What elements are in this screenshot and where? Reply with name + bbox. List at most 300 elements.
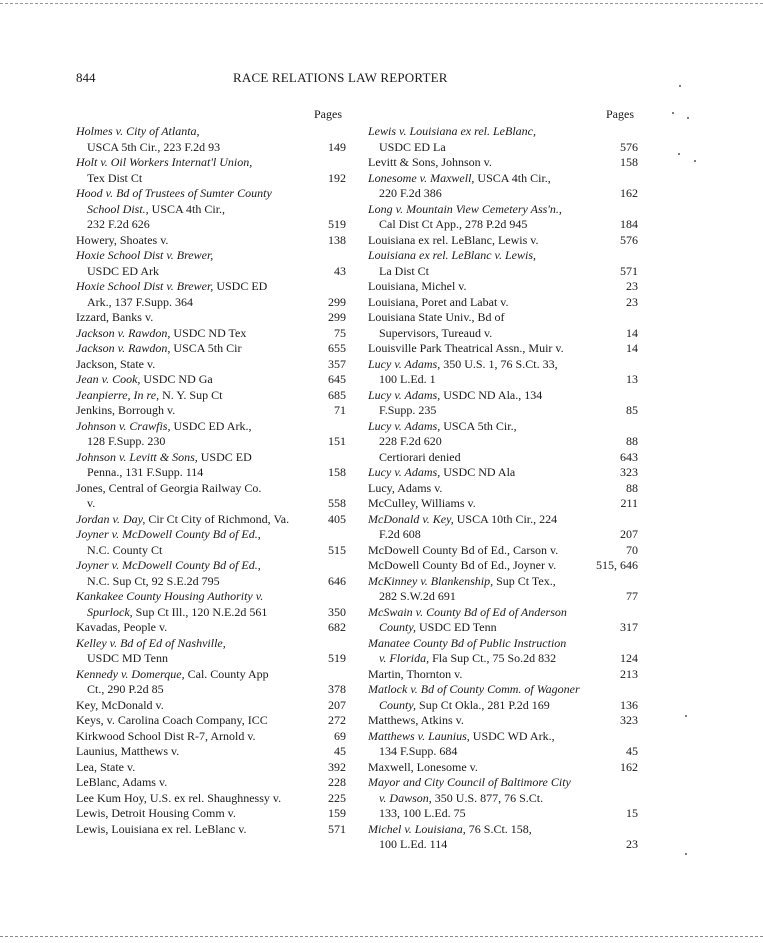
index-entry	[368, 543, 638, 559]
entry-line	[76, 326, 346, 342]
citation-text: Key, McDonald v.	[76, 697, 164, 712]
case-name: Kankakee County Housing Authority v.	[76, 589, 264, 603]
citation-text: Louisiana, Poret and Labat v.	[368, 294, 509, 309]
entry-continuation-line	[368, 450, 638, 466]
entry-continuation-line	[76, 295, 346, 311]
index-entry	[76, 667, 346, 698]
top-edge-rule	[0, 3, 763, 4]
page-reference: 323	[620, 465, 638, 479]
entry-line	[368, 124, 638, 140]
index-entry	[368, 341, 638, 357]
index-entry	[76, 589, 346, 620]
entry-line	[368, 155, 638, 171]
speck-mark	[672, 112, 674, 114]
entry-line	[76, 186, 346, 202]
case-name: Joyner v. McDowell County Bd of Ed.,	[76, 558, 261, 572]
citation-text: 232 F.2d 626	[87, 217, 150, 231]
citation-text: Fla Sup Ct., 75 So.2d 832	[429, 651, 557, 665]
citation-text: Cir Ct City of Richmond, Va.	[145, 511, 290, 526]
index-entry	[368, 682, 638, 713]
citation-text: USCA 5th Cir., 223 F.2d 93	[87, 139, 221, 154]
entry-continuation-line	[368, 620, 638, 636]
index-entry	[76, 636, 346, 667]
entry-line	[76, 248, 346, 264]
page-reference: 162	[620, 759, 638, 774]
entry-line	[76, 124, 346, 140]
page-reference: 211	[620, 496, 638, 510]
page-reference: 576	[620, 232, 638, 247]
case-name: Long v. Mountain View Cemetery Ass'n.,	[368, 201, 562, 216]
index-entry	[76, 326, 346, 342]
case-name: Johnson v. Levitt & Sons,	[76, 449, 198, 464]
page-reference: 124	[620, 651, 638, 665]
citation-text: 76 S.Ct. 158,	[465, 821, 532, 836]
speck-mark	[685, 853, 687, 855]
citation-text: Tex Dist Ct	[87, 170, 143, 185]
citation-text: Supervisors, Tureaud v.	[379, 325, 493, 340]
citation-text: 228 F.2d 620	[379, 434, 442, 448]
entry-line	[368, 248, 638, 264]
index-entry	[368, 605, 638, 636]
entry-line	[368, 295, 638, 311]
citation-text: 133, 100 L.Ed. 75	[379, 806, 466, 820]
index-entry	[76, 822, 346, 838]
index-entry	[76, 186, 346, 233]
citation-text: 128 F.Supp. 230	[87, 434, 166, 448]
index-entry	[76, 310, 346, 326]
citation-text: Ark., 137 F.Supp. 364	[87, 294, 194, 309]
case-name: McSwain v. County Bd of Ed of Anderson	[368, 604, 567, 619]
case-name: Lonesome v. Maxwell,	[368, 170, 475, 185]
page-reference: 571	[328, 821, 346, 836]
page-reference: 158	[620, 155, 638, 169]
page-reference: 323	[620, 713, 638, 727]
entry-line	[76, 589, 346, 605]
page-reference: 646	[328, 573, 346, 588]
case-name: Matthews v. Launius,	[368, 728, 470, 743]
index-entry	[368, 248, 638, 279]
page-reference: 162	[620, 186, 638, 200]
index-entry	[76, 558, 346, 589]
index-column-left	[76, 124, 346, 837]
page-reference: 228	[328, 775, 346, 789]
citation-text: Lewis, Louisiana ex rel. LeBlanc v.	[76, 821, 247, 836]
index-entry	[368, 760, 638, 776]
citation-text: USDC WD Ark.,	[469, 728, 555, 743]
entry-line	[76, 760, 346, 776]
case-name: Hoxie School Dist v. Brewer,	[76, 248, 214, 262]
citation-text: 100 L.Ed. 114	[379, 837, 448, 851]
case-name: Kennedy v. Domerque,	[76, 666, 185, 681]
entry-line	[76, 806, 346, 822]
citation-text: Ct., 290 P.2d 85	[87, 682, 164, 696]
citation-text: Martin, Thornton v.	[368, 666, 463, 681]
entry-line	[368, 636, 638, 652]
entry-line	[368, 760, 638, 776]
case-name: School Dist.,	[87, 201, 149, 216]
entry-line	[368, 512, 638, 528]
page-reference: 77	[626, 589, 638, 603]
page-reference: 515, 646	[596, 558, 638, 572]
citation-text: USDC ED	[213, 279, 268, 293]
index-entry	[368, 233, 638, 249]
entry-line	[76, 713, 346, 729]
entry-line	[76, 667, 346, 683]
index-entry	[76, 481, 346, 512]
entry-continuation-line	[368, 434, 638, 450]
page-reference: 643	[620, 449, 638, 464]
page-reference: 207	[328, 697, 346, 712]
page-number: 844	[76, 70, 96, 85]
page-reference: 519	[328, 651, 346, 665]
citation-text: Louisiana State Univ., Bd of	[368, 310, 505, 324]
case-name: Michel v. Louisiana,	[368, 821, 466, 836]
entry-continuation-line	[76, 605, 346, 621]
case-name: Jackson v. Rawdon,	[76, 341, 171, 355]
index-entry	[368, 496, 638, 512]
index-entry	[76, 124, 346, 155]
speck-mark	[678, 153, 680, 155]
case-name: Hoxie School Dist v. Brewer,	[76, 279, 214, 293]
case-name: Lucy v. Adams,	[368, 418, 441, 433]
citation-text: 220 F.2d 386	[379, 186, 442, 200]
citation-text: Jones, Central of Georgia Railway Co.	[76, 480, 262, 495]
citation-text: Kirkwood School Dist R-7, Arnold v.	[76, 728, 256, 743]
entry-continuation-line	[368, 791, 638, 807]
case-name: Jackson v. Rawdon,	[76, 325, 171, 340]
index-entry	[368, 310, 638, 341]
page-reference: 45	[626, 744, 638, 758]
entry-line	[76, 822, 346, 838]
index-entry	[368, 202, 638, 233]
pages-heading-right: Pages	[606, 107, 634, 121]
entry-line	[368, 419, 638, 435]
citation-text: Keys, v. Carolina Coach Company, ICC	[76, 713, 268, 727]
index-entry	[368, 357, 638, 388]
entry-line	[76, 341, 346, 357]
entry-line	[76, 775, 346, 791]
page-reference: 45	[334, 744, 346, 758]
page-reference: 23	[626, 279, 638, 293]
page-reference: 85	[626, 403, 638, 417]
index-entry	[368, 481, 638, 497]
speck-mark	[679, 85, 681, 87]
page-reference: 43	[334, 263, 346, 278]
entry-line	[368, 667, 638, 683]
case-name: Lucy v. Adams,	[368, 356, 441, 371]
page-reference: 558	[328, 496, 346, 510]
entry-continuation-line	[76, 682, 346, 698]
citation-text: USDC ED	[197, 449, 252, 464]
citation-text: Certiorari denied	[379, 449, 461, 464]
citation-text: Cal Dist Ct App., 278 P.2d 945	[379, 217, 528, 231]
entry-line	[368, 496, 638, 512]
citation-text: USDC ED La	[379, 139, 446, 154]
citation-text: USCA 4th Cir.,	[148, 201, 226, 216]
index-entry	[76, 791, 346, 807]
entry-continuation-line	[368, 140, 638, 156]
entry-line	[76, 620, 346, 636]
entry-line	[76, 403, 346, 419]
case-name: Joyner v. McDowell County Bd of Ed.,	[76, 527, 261, 541]
entry-line	[76, 558, 346, 574]
entry-continuation-line	[368, 837, 638, 853]
citation-text: USDC ED Ark	[87, 263, 160, 278]
page-reference: 158	[328, 465, 346, 479]
entry-line	[368, 310, 638, 326]
index-entry	[76, 744, 346, 760]
case-name: Johnson v. Crawfis,	[76, 418, 171, 433]
speck-mark	[685, 715, 687, 717]
entry-line	[76, 155, 346, 171]
citation-text: Sup Ct Okla., 281 P.2d 169	[416, 697, 550, 712]
index-entry	[76, 806, 346, 822]
page-reference: 138	[328, 232, 346, 247]
entry-line	[76, 729, 346, 745]
case-name: Holt v. Oil Workers Internat'l Union,	[76, 155, 253, 169]
entry-line	[368, 279, 638, 295]
index-entry	[76, 357, 346, 373]
case-name: Hood v. Bd of Trustees of Sumter County	[76, 186, 272, 200]
page-reference: 15	[626, 806, 638, 820]
bottom-edge-rule	[0, 936, 763, 937]
index-entry	[368, 465, 638, 481]
citation-text: N.C. County Ct	[87, 542, 163, 557]
entry-line	[76, 791, 346, 807]
case-name: McKinney v. Blankenship,	[368, 573, 494, 588]
entry-continuation-line	[368, 744, 638, 760]
citation-text: F.2d 608	[379, 527, 421, 541]
page-reference: 515	[328, 542, 346, 557]
index-entry	[368, 574, 638, 605]
index-entry	[76, 388, 346, 404]
entry-line	[368, 713, 638, 729]
citation-text: v.	[87, 496, 96, 510]
index-entry	[76, 775, 346, 791]
entry-continuation-line	[76, 496, 346, 512]
entry-line	[368, 233, 638, 249]
entry-line	[368, 574, 638, 590]
citation-text: Matthews, Atkins v.	[368, 713, 464, 727]
case-name: Manatee County Bd of Public Instruction	[368, 635, 567, 650]
page-reference: 69	[334, 728, 346, 743]
entry-line	[368, 171, 638, 187]
index-entry	[368, 279, 638, 295]
index-entry	[76, 450, 346, 481]
citation-text: N. Y. Sup Ct	[159, 387, 223, 402]
page-reference: 23	[626, 294, 638, 309]
citation-text: N.C. Sup Ct, 92 S.E.2d 795	[87, 573, 220, 588]
entry-continuation-line	[76, 264, 346, 280]
entry-continuation-line	[76, 543, 346, 559]
entry-line	[368, 465, 638, 481]
citation-text: McDowell County Bd of Ed., Carson v.	[368, 542, 559, 557]
citation-text: Kavadas, People v.	[76, 620, 168, 634]
index-entry	[76, 403, 346, 419]
case-name: Mayor and City Council of Baltimore City	[368, 775, 571, 789]
index-entry	[368, 822, 638, 853]
page-reference: 13	[626, 372, 638, 386]
index-entry	[76, 713, 346, 729]
citation-text: Maxwell, Lonesome v.	[368, 759, 478, 774]
entry-continuation-line	[76, 171, 346, 187]
page-reference: 88	[626, 480, 638, 495]
entry-line	[76, 450, 346, 466]
page-reference: 149	[328, 139, 346, 154]
index-entry	[368, 124, 638, 155]
entry-line	[76, 310, 346, 326]
entry-continuation-line	[368, 589, 638, 605]
case-name: County,	[379, 697, 417, 712]
case-name: Lucy v. Adams,	[368, 387, 441, 402]
citation-text: 282 S.W.2d 691	[379, 589, 456, 603]
index-entry	[368, 295, 638, 311]
case-name: Louisiana ex rel. LeBlanc v. Lewis,	[368, 248, 536, 262]
entry-continuation-line	[76, 217, 346, 233]
citation-text: USCA 10th Cir., 224	[453, 511, 558, 526]
case-name: Spurlock,	[87, 604, 133, 619]
citation-text: USDC ED Ark.,	[170, 418, 252, 433]
index-entry	[368, 729, 638, 760]
citation-text: LeBlanc, Adams v.	[76, 775, 168, 789]
index-entry	[368, 171, 638, 202]
index-entry	[76, 698, 346, 714]
entry-line	[368, 481, 638, 497]
entry-line	[368, 357, 638, 373]
index-entry	[76, 372, 346, 388]
entry-continuation-line	[368, 326, 638, 342]
page-reference: 405	[328, 511, 346, 526]
entry-line	[368, 558, 638, 574]
entry-line	[76, 512, 346, 528]
index-entry	[76, 248, 346, 279]
case-name: Jordan v. Day,	[76, 511, 146, 526]
entry-continuation-line	[368, 806, 638, 822]
citation-text: USCA 4th Cir.,	[474, 170, 551, 185]
entry-line	[76, 527, 346, 543]
entry-line	[368, 729, 638, 745]
case-name: Matlock v. Bd of County Comm. of Wagoner	[368, 682, 580, 696]
page-reference: 159	[328, 806, 346, 820]
page-reference: 14	[626, 341, 638, 355]
page-reference: 207	[620, 527, 638, 541]
index-entry	[368, 775, 638, 822]
page-reference: 299	[328, 310, 346, 324]
entry-line	[76, 481, 346, 497]
entry-continuation-line	[76, 574, 346, 590]
citation-text: Lucy, Adams v.	[368, 480, 443, 495]
citation-text: Levitt & Sons, Johnson v.	[368, 155, 492, 169]
index-entry	[368, 636, 638, 667]
page-reference: 392	[328, 759, 346, 774]
case-name: v. Florida,	[379, 651, 430, 665]
citation-text: Jenkins, Borrough v.	[76, 403, 176, 417]
entry-continuation-line	[76, 202, 346, 218]
entry-continuation-line	[368, 403, 638, 419]
page-reference: 151	[328, 434, 346, 448]
index-entry	[76, 279, 346, 310]
page-reference: 225	[328, 790, 346, 805]
entry-continuation-line	[368, 186, 638, 202]
page-reference: 576	[620, 139, 638, 154]
index-entry	[76, 760, 346, 776]
page-reference: 136	[620, 697, 638, 712]
entry-continuation-line	[368, 264, 638, 280]
entry-continuation-line	[76, 465, 346, 481]
index-entry	[368, 558, 638, 574]
citation-text: USDC ND Ala., 134	[440, 387, 543, 402]
citation-text: F.Supp. 235	[379, 403, 437, 417]
citation-text: Lewis, Detroit Housing Comm v.	[76, 806, 236, 820]
index-entry	[76, 729, 346, 745]
pages-heading-left: Pages	[314, 107, 342, 121]
entry-line	[368, 202, 638, 218]
page-reference: 317	[620, 620, 638, 634]
citation-text: 100 L.Ed. 1	[379, 372, 436, 386]
entry-continuation-line	[368, 527, 638, 543]
index-entry	[368, 667, 638, 683]
entry-continuation-line	[368, 651, 638, 667]
index-entry	[368, 419, 638, 466]
entry-line	[76, 279, 346, 295]
entry-continuation-line	[76, 651, 346, 667]
page-reference: 88	[626, 434, 638, 448]
entry-line	[76, 698, 346, 714]
citation-text: Lea, State v.	[76, 759, 136, 774]
entry-line	[76, 419, 346, 435]
entry-line	[368, 682, 638, 698]
citation-text: USCA 5th Cir	[170, 341, 242, 355]
entry-line	[368, 775, 638, 791]
case-name: County,	[379, 620, 417, 634]
index-entry	[76, 620, 346, 636]
citation-text: Launius, Matthews v.	[76, 744, 180, 758]
citation-text: La Dist Ct	[379, 263, 429, 278]
page-reference: 213	[620, 666, 638, 681]
entry-continuation-line	[368, 698, 638, 714]
citation-text: Jackson, State v.	[76, 356, 156, 371]
index-entry	[368, 512, 638, 543]
entry-line	[76, 636, 346, 652]
entry-continuation-line	[368, 372, 638, 388]
index-entry	[76, 155, 346, 186]
citation-text: USDC MD Tenn	[87, 651, 168, 665]
index-entry	[76, 341, 346, 357]
citation-text: Izzard, Banks v.	[76, 310, 154, 324]
page-reference: 519	[328, 217, 346, 231]
page-reference: 272	[328, 713, 346, 727]
page-reference: 14	[626, 325, 638, 340]
entry-continuation-line	[368, 217, 638, 233]
index-entry	[368, 388, 638, 419]
citation-text: 350 U.S. 1, 76 S.Ct. 33,	[440, 356, 558, 371]
citation-text: USDC ND Ala	[440, 465, 516, 479]
entry-line	[368, 388, 638, 404]
citation-text: 134 F.Supp. 684	[379, 744, 458, 758]
page-reference: 655	[328, 341, 346, 355]
page-reference: 645	[328, 372, 346, 386]
entry-line	[368, 822, 638, 838]
citation-text: Louisville Park Theatrical Assn., Muir v.	[368, 341, 564, 355]
entry-line	[368, 341, 638, 357]
citation-text: USDC ND Tex	[170, 325, 247, 340]
case-name: McDonald v. Key,	[368, 511, 454, 526]
entry-line	[368, 605, 638, 621]
page-reference: 571	[620, 263, 638, 278]
entry-line	[368, 543, 638, 559]
citation-text: 350 U.S. 877, 76 S.Ct.	[431, 790, 544, 805]
citation-text: Sup Ct Tex.,	[493, 573, 556, 588]
